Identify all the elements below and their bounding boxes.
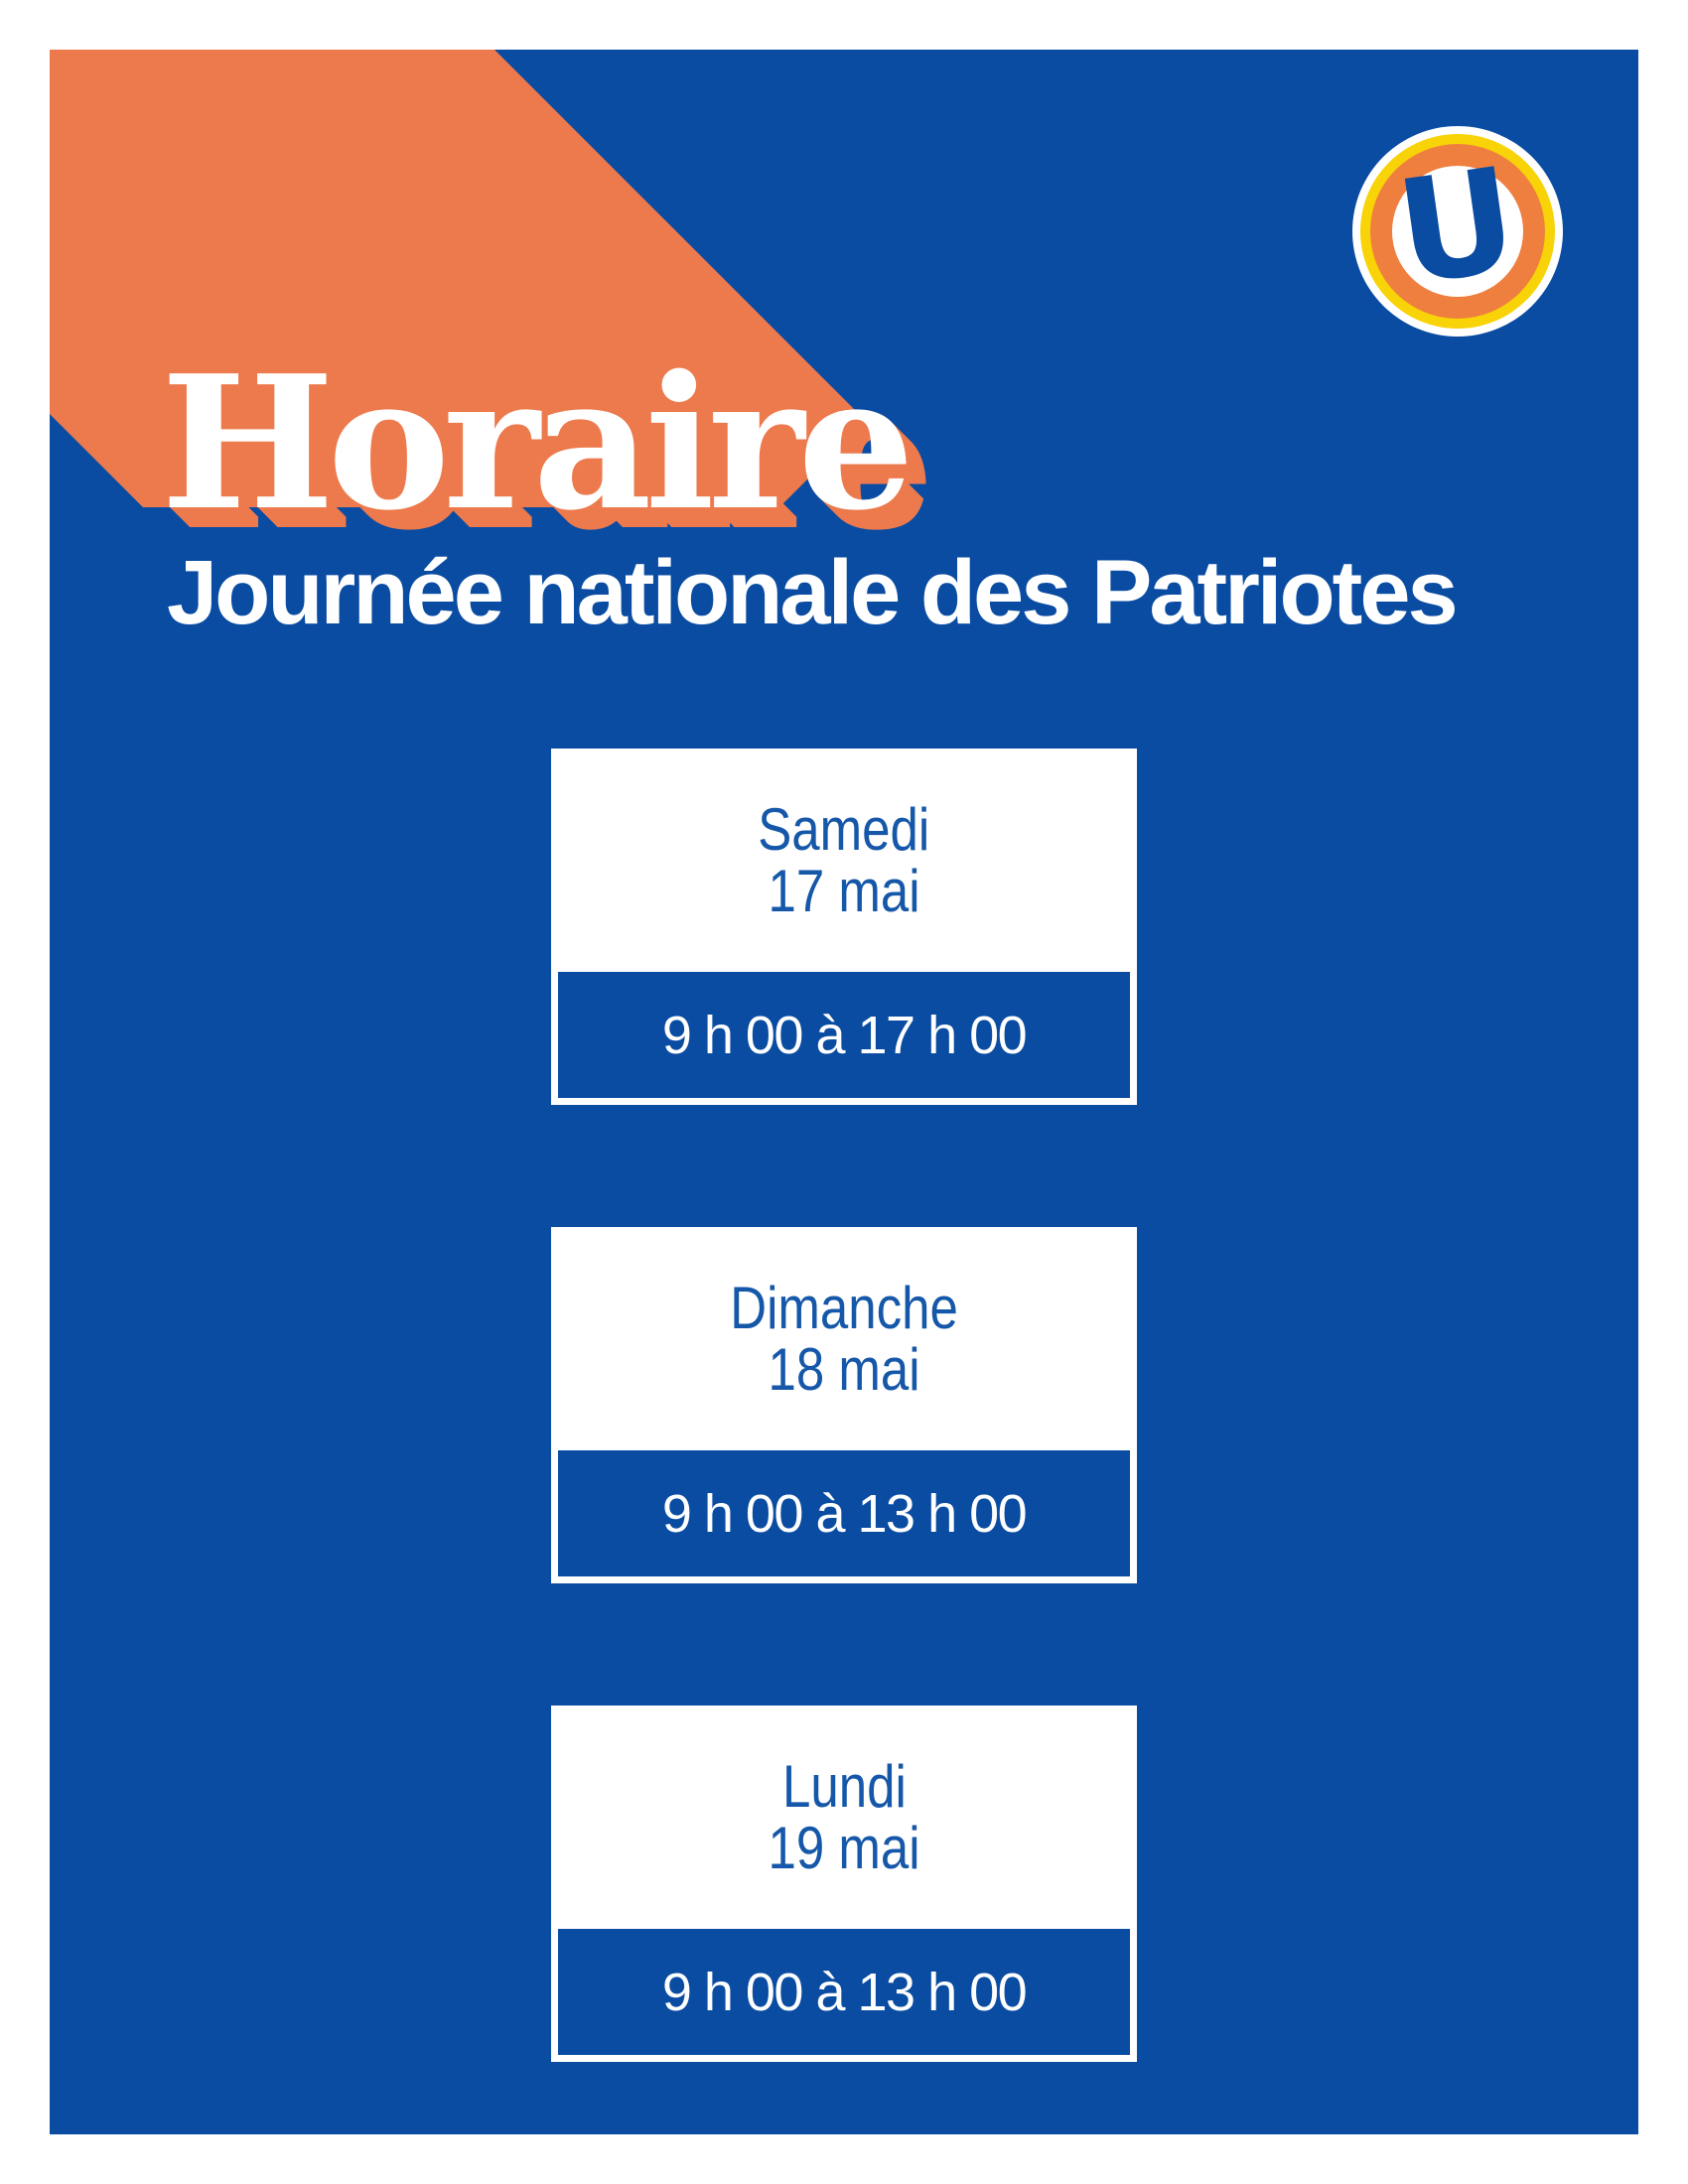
hours-label: 9 h 00 à 17 h 00 [661,1005,1027,1065]
day-label: Dimanche [730,1274,958,1341]
day-label: Samedi [758,795,930,863]
date-label: 19 mai [768,1814,920,1881]
hours-label: 9 h 00 à 13 h 00 [661,1483,1027,1544]
card-day-section [558,1227,1130,1450]
day-label: Lundi [781,1752,907,1820]
schedule-card-monday [551,1706,1137,2062]
card-day-section [558,749,1130,972]
logo-letter-u: U [1387,135,1526,318]
schedule-card-saturday [551,749,1137,1105]
page-title: Horaire [161,335,908,551]
brand-logo [1352,126,1563,337]
date-label: 18 mai [768,1335,920,1403]
page-subtitle: Journée nationale des Patriotes [167,542,1456,643]
card-day-section [558,1706,1130,1929]
date-label: 17 mai [768,857,920,924]
poster-panel [50,50,1638,2134]
card-hours-band [558,1929,1130,2055]
schedule-card-sunday [551,1227,1137,1583]
card-hours-band [558,1450,1130,1576]
card-hours-band [558,972,1130,1098]
hours-label: 9 h 00 à 13 h 00 [661,1962,1027,2022]
